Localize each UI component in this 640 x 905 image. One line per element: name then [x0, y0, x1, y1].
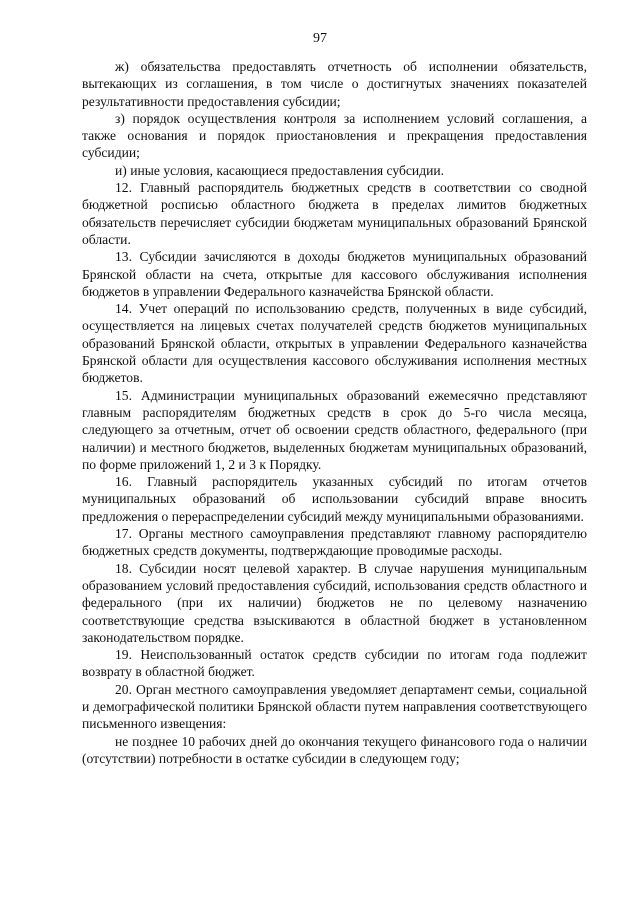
paragraph-16: 16. Главный распорядитель указанных субсидий по итогам отчетов муниципальных образований об использовании субсидий вправе вносить предложения о перераспределении субсидий между муниципальными образованиями.	[82, 474, 587, 524]
paragraph-17: 17. Органы местного самоуправления представляют главному распорядителю бюджетных средств документы, подтверждающие проводимые расходы.	[82, 526, 587, 559]
paragraph-19: 19. Неиспользованный остаток средств субсидии по итогам года подлежит возврату в областной бюджет.	[82, 647, 587, 680]
paragraph-z: з) порядок осуществления контроля за исполнением условий соглашения, а также основания и порядок приостановления и прекращения предоставления субсидии;	[82, 110, 587, 161]
paragraph-20-deadline: не позднее 10 рабочих дней до окончания текущего финансового года о наличии (отсутствии) потребности в остатке субсидии в следующем году;	[82, 733, 587, 766]
paragraph-15: 15. Администрации муниципальных образований ежемесячно представляют главным распорядителям бюджетных средств в срок до 5-го числа месяца, следующего за отчетным, отчет об освоении средств областного, федерального (при наличии) и местного бюджетов, выделенных бюджетам муниципальных образований, по форме приложений 1, 2 и 3 к Порядку.	[82, 387, 587, 472]
paragraph-i: и) иные условия, касающиеся предоставления субсидии.	[115, 162, 445, 178]
paragraph-12: 12. Главный распорядитель бюджетных средств в соответствии со сводной бюджетной росписью областного бюджета в пределах лимитов бюджетных обязательств перечисляет субсидии бюджетам муниципальных образований Брянской области.	[82, 180, 587, 247]
paragraph-zh: ж) обязательства предоставлять отчетность об исполнении обязательств, вытекающих из соглашения, в том числе о достигнутых значениях показателей результативности предоставления субсидии;	[82, 59, 587, 109]
paragraph-14: 14. Учет операций по использованию средств, полученных в виде субсидий, осуществляется на лицевых счетах получателей средств бюджетов муниципальных образований Брянской области, открытых в управлении Федерального казначейства Брянской области для осуществления кассового обслуживания исполнения местных бюджетов.	[82, 301, 587, 386]
paragraph-18: 18. Субсидии носят целевой характер. В случае нарушения муниципальным образованием условий предоставления субсидий, использования средств областного и федерального (при их наличии) бюджетов не по целевому назначению соответствующие средства взыскиваются в областной бюджет в установленном законодательством порядке.	[82, 560, 587, 645]
page-number: 97	[313, 31, 327, 46]
paragraph-13: 13. Субсидии зачисляются в доходы бюджетов муниципальных образований Брянской области на счета, открытые для кассового обслуживания исполнения бюджетов в управлении Федерального казначейства Брянской области.	[82, 249, 587, 299]
paragraph-20: 20. Орган местного самоуправления уведомляет департамент семьи, социальной и демографической политики Брянской области путем направления соответствующего письменного извещения:	[82, 681, 587, 732]
document-body	[82, 58, 587, 767]
